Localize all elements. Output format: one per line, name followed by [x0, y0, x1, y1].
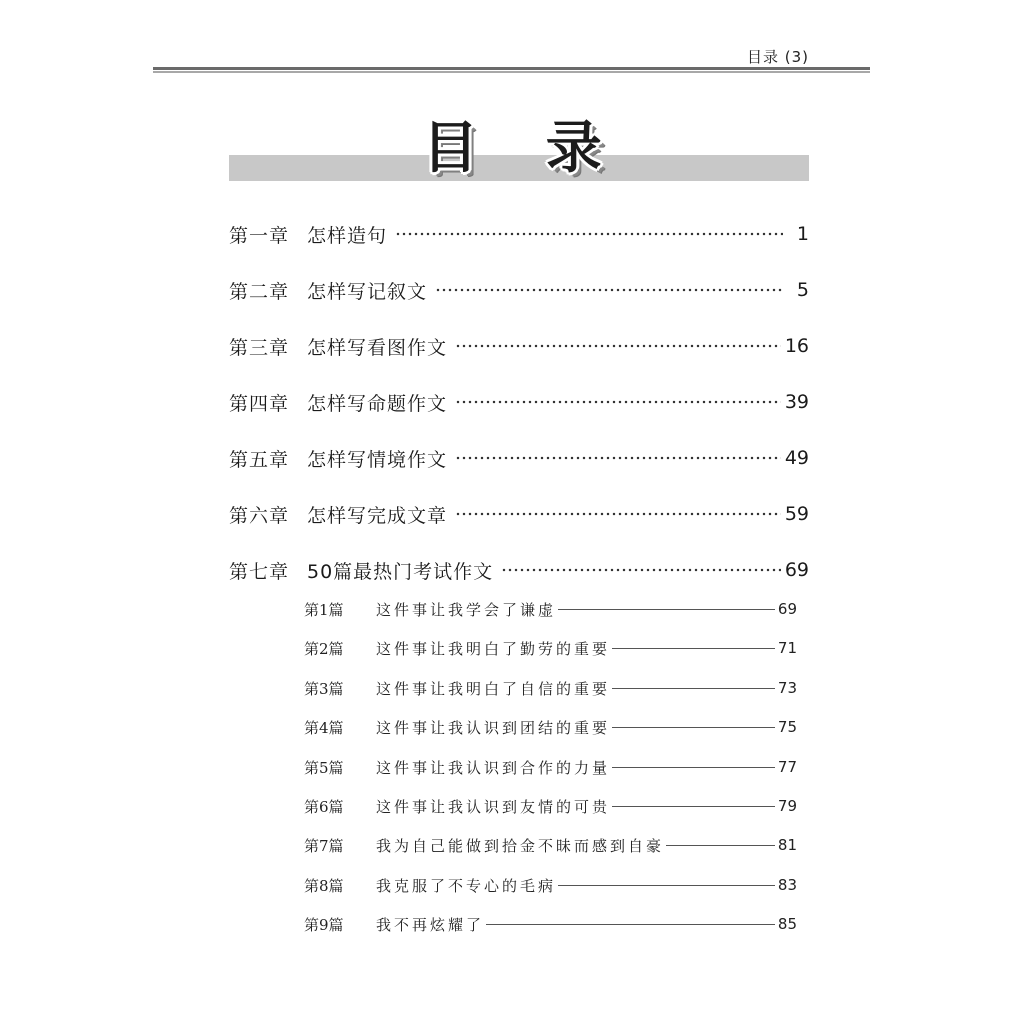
chapter-page: 59: [784, 503, 809, 525]
toc-article-7[interactable]: [304, 833, 797, 857]
chapter-number: 第四章: [229, 392, 290, 415]
article-number: 第1篇: [304, 600, 344, 619]
chapter-page: 69: [784, 559, 809, 581]
article-number: 第8篇: [304, 876, 344, 895]
article-title: 这件事让我明白了自信的重要: [376, 679, 611, 698]
toc-article-1[interactable]: [304, 597, 797, 621]
article-number: 第9篇: [304, 915, 344, 934]
chapter-number: 第二章: [229, 280, 290, 303]
toc-article-3[interactable]: [304, 676, 797, 700]
chapter-number: 第一章: [229, 224, 290, 247]
line-leader: [558, 885, 775, 886]
article-page: 85: [777, 915, 797, 933]
chapter-number: 第三章: [229, 336, 290, 359]
toc-article-9[interactable]: [304, 912, 797, 936]
chapter-title: 怎样写记叙文: [307, 280, 428, 303]
line-leader: [612, 767, 775, 768]
article-number: 第7篇: [304, 836, 344, 855]
dot-leader: [501, 568, 781, 572]
article-page: 83: [777, 876, 797, 894]
chapter-title: 怎样写命题作文: [307, 392, 448, 415]
article-number: 第5篇: [304, 758, 344, 777]
line-leader: [612, 688, 775, 689]
toc-article-4[interactable]: [304, 715, 797, 739]
toc-chapter-4[interactable]: [229, 387, 809, 417]
chapter-number: 第五章: [229, 448, 290, 471]
header-rule: [153, 67, 870, 74]
article-number: 第3篇: [304, 679, 344, 698]
running-header: 目录 (3): [746, 48, 809, 66]
article-page: 79: [777, 797, 797, 815]
article-page: 77: [777, 758, 797, 776]
toc-chapter-7[interactable]: [229, 555, 809, 585]
article-page: 71: [777, 639, 797, 657]
dot-leader: [455, 400, 781, 404]
article-number: 第6篇: [304, 797, 344, 816]
toc-chapter-2[interactable]: [229, 275, 809, 305]
article-title: 这件事让我学会了谦虚: [376, 600, 557, 619]
toc-article-8[interactable]: [304, 873, 797, 897]
article-title: 我克服了不专心的毛病: [376, 876, 557, 895]
chapter-page: 1: [796, 223, 809, 245]
article-page: 75: [777, 718, 797, 736]
page-title: 目 录: [422, 116, 626, 181]
toc-chapter-5[interactable]: [229, 443, 809, 473]
line-leader: [486, 924, 775, 925]
toc-chapter-1[interactable]: [229, 219, 809, 249]
toc-chapter-3[interactable]: [229, 331, 809, 361]
chapter-title: 怎样写情境作文: [307, 448, 448, 471]
article-title: 我为自己能做到拾金不昧而感到自豪: [376, 836, 665, 855]
article-title: 这件事让我认识到团结的重要: [376, 718, 611, 737]
dot-leader: [455, 456, 781, 460]
chapter-number: 第六章: [229, 504, 290, 527]
chapter-page: 49: [784, 447, 809, 469]
article-page: 69: [777, 600, 797, 618]
toc-article-5[interactable]: [304, 755, 797, 779]
line-leader: [612, 648, 775, 649]
dot-leader: [455, 512, 781, 516]
dot-leader: [455, 344, 781, 348]
chapter-title: 50篇最热门考试作文: [307, 560, 494, 583]
dot-leader: [435, 288, 783, 292]
chapter-page: 16: [784, 335, 809, 357]
article-page: 73: [777, 679, 797, 697]
toc-article-2[interactable]: [304, 636, 797, 660]
chapter-page: 5: [796, 279, 809, 301]
chapter-page: 39: [784, 391, 809, 413]
dot-leader: [395, 232, 783, 236]
chapter-title: 怎样造句: [307, 224, 388, 247]
article-title: 这件事让我认识到友情的可贵: [376, 797, 611, 816]
article-title: 我不再炫耀了: [376, 915, 485, 934]
article-number: 第2篇: [304, 639, 344, 658]
article-title: 这件事让我认识到合作的力量: [376, 758, 611, 777]
line-leader: [612, 727, 775, 728]
chapter-number: 第七章: [229, 560, 290, 583]
article-title: 这件事让我明白了勤劳的重要: [376, 639, 611, 658]
article-number: 第4篇: [304, 718, 344, 737]
article-page: 81: [777, 836, 797, 854]
chapter-title: 怎样写看图作文: [307, 336, 448, 359]
line-leader: [666, 845, 775, 846]
line-leader: [612, 806, 775, 807]
chapter-title: 怎样写完成文章: [307, 504, 448, 527]
toc-article-6[interactable]: [304, 794, 797, 818]
toc-chapter-6[interactable]: [229, 499, 809, 529]
line-leader: [558, 609, 775, 610]
